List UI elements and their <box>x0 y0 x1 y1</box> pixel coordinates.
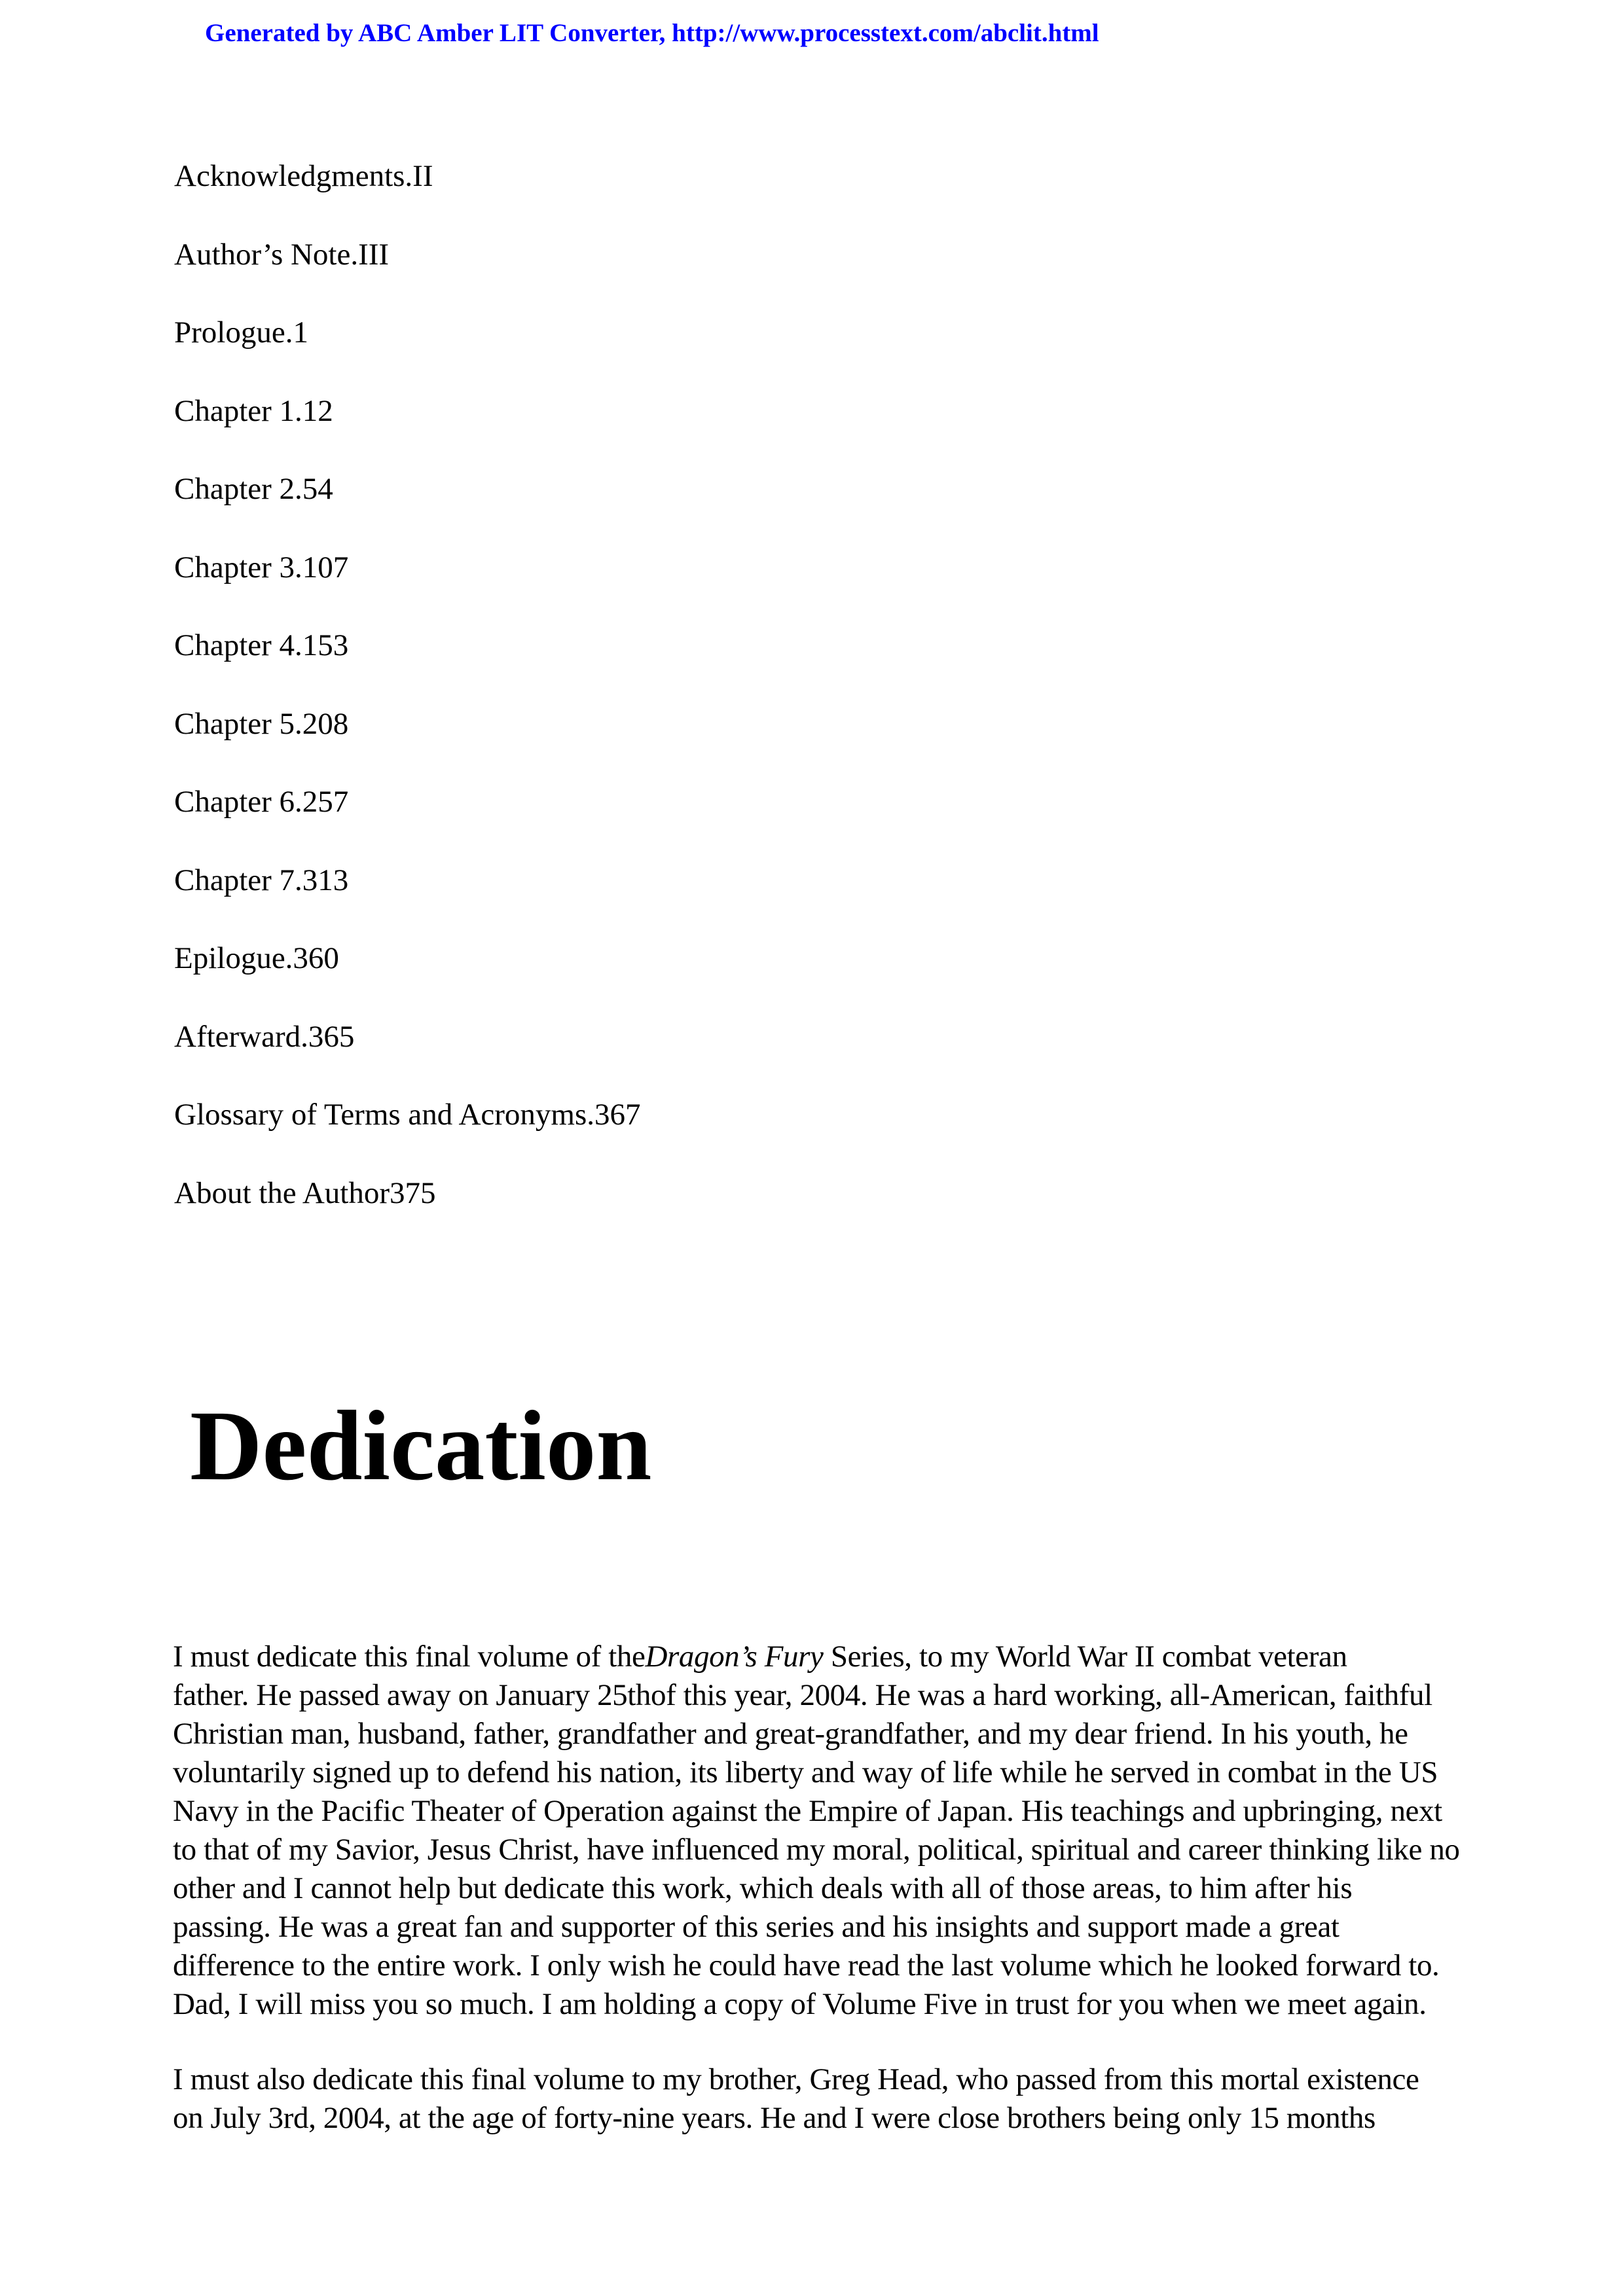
toc-entry-epilogue[interactable]: Epilogue.360 <box>174 941 339 975</box>
dedication-paragraph-2 <box>166 2060 1476 2138</box>
paragraph-line: Christian man, husband, father, grandfather and great-grandfather, and my dear friend. In his youth, he <box>173 1717 1408 1751</box>
toc-entry-about-author[interactable]: About the Author375 <box>174 1175 436 1210</box>
toc-entry-chapter-1[interactable]: Chapter 1.12 <box>174 393 333 428</box>
paragraph-line: on July 3rd, 2004, at the age of forty-nine years. He and I were close brothers being only 15 months <box>173 2101 1376 2135</box>
paragraph-line: to that of my Savior, Jesus Christ, have influenced my moral, political, spiritual and career thinking like no <box>173 1833 1460 1867</box>
paragraph-line: difference to the entire work. I only wish he could have read the last volume which he looked forward to. <box>173 1948 1440 1982</box>
paragraph-line: Dad, I will miss you so much. I am holding a copy of Volume Five in trust for you when we meet again. <box>173 1987 1427 2021</box>
paragraph-line: other and I cannot help but dedicate this work, which deals with all of those areas, to him after his <box>173 1871 1353 1905</box>
paragraph-line: Navy in the Pacific Theater of Operation against the Empire of Japan. His teachings and upbringing, next <box>173 1794 1442 1828</box>
paragraph-line: father. He passed away on January 25thof this year, 2004. He was a hard working, all-American, faithful <box>173 1678 1432 1712</box>
toc-entry-chapter-6[interactable]: Chapter 6.257 <box>174 785 349 819</box>
dedication-paragraph-1 <box>166 1638 1476 2024</box>
toc-entry-chapter-3[interactable]: Chapter 3.107 <box>174 550 349 584</box>
toc-entry-chapter-7[interactable]: Chapter 7.313 <box>174 863 349 897</box>
toc-entry-afterward[interactable]: Afterward.365 <box>174 1019 355 1054</box>
paragraph-line: voluntarily signed up to defend his nation, its liberty and way of life while he served in combat in the US <box>173 1755 1438 1789</box>
converter-banner-link[interactable]: Generated by ABC Amber LIT Converter, http://www.processtext.com/abclit.html <box>205 19 1099 47</box>
toc-entry-authors-note[interactable]: Author’s Note.III <box>174 237 390 272</box>
toc-entry-chapter-4[interactable]: Chapter 4.153 <box>174 628 349 662</box>
toc-entry-acknowledgments[interactable]: Acknowledgments.II <box>174 159 433 193</box>
line-text: I must dedicate this final volume of the <box>173 1640 646 1674</box>
series-title: Dragon’s Fury <box>645 1640 824 1674</box>
table-of-contents <box>174 152 641 1247</box>
dedication-heading: Dedication <box>190 1391 652 1501</box>
paragraph-line: I must also dedicate this final volume to my brother, Greg Head, who passed from this mortal existence <box>173 2062 1419 2096</box>
toc-entry-glossary[interactable]: Glossary of Terms and Acronyms.367 <box>174 1098 641 1132</box>
toc-entry-chapter-5[interactable]: Chapter 5.208 <box>174 706 349 741</box>
toc-entry-prologue[interactable]: Prologue.1 <box>174 315 308 350</box>
line-text: Series, to my World War II combat veteran <box>823 1640 1347 1674</box>
paragraph-line: passing. He was a great fan and supporter of this series and his insights and support made a great <box>173 1910 1340 1944</box>
paragraph-line <box>166 1638 1476 1676</box>
toc-entry-chapter-2[interactable]: Chapter 2.54 <box>174 472 333 506</box>
